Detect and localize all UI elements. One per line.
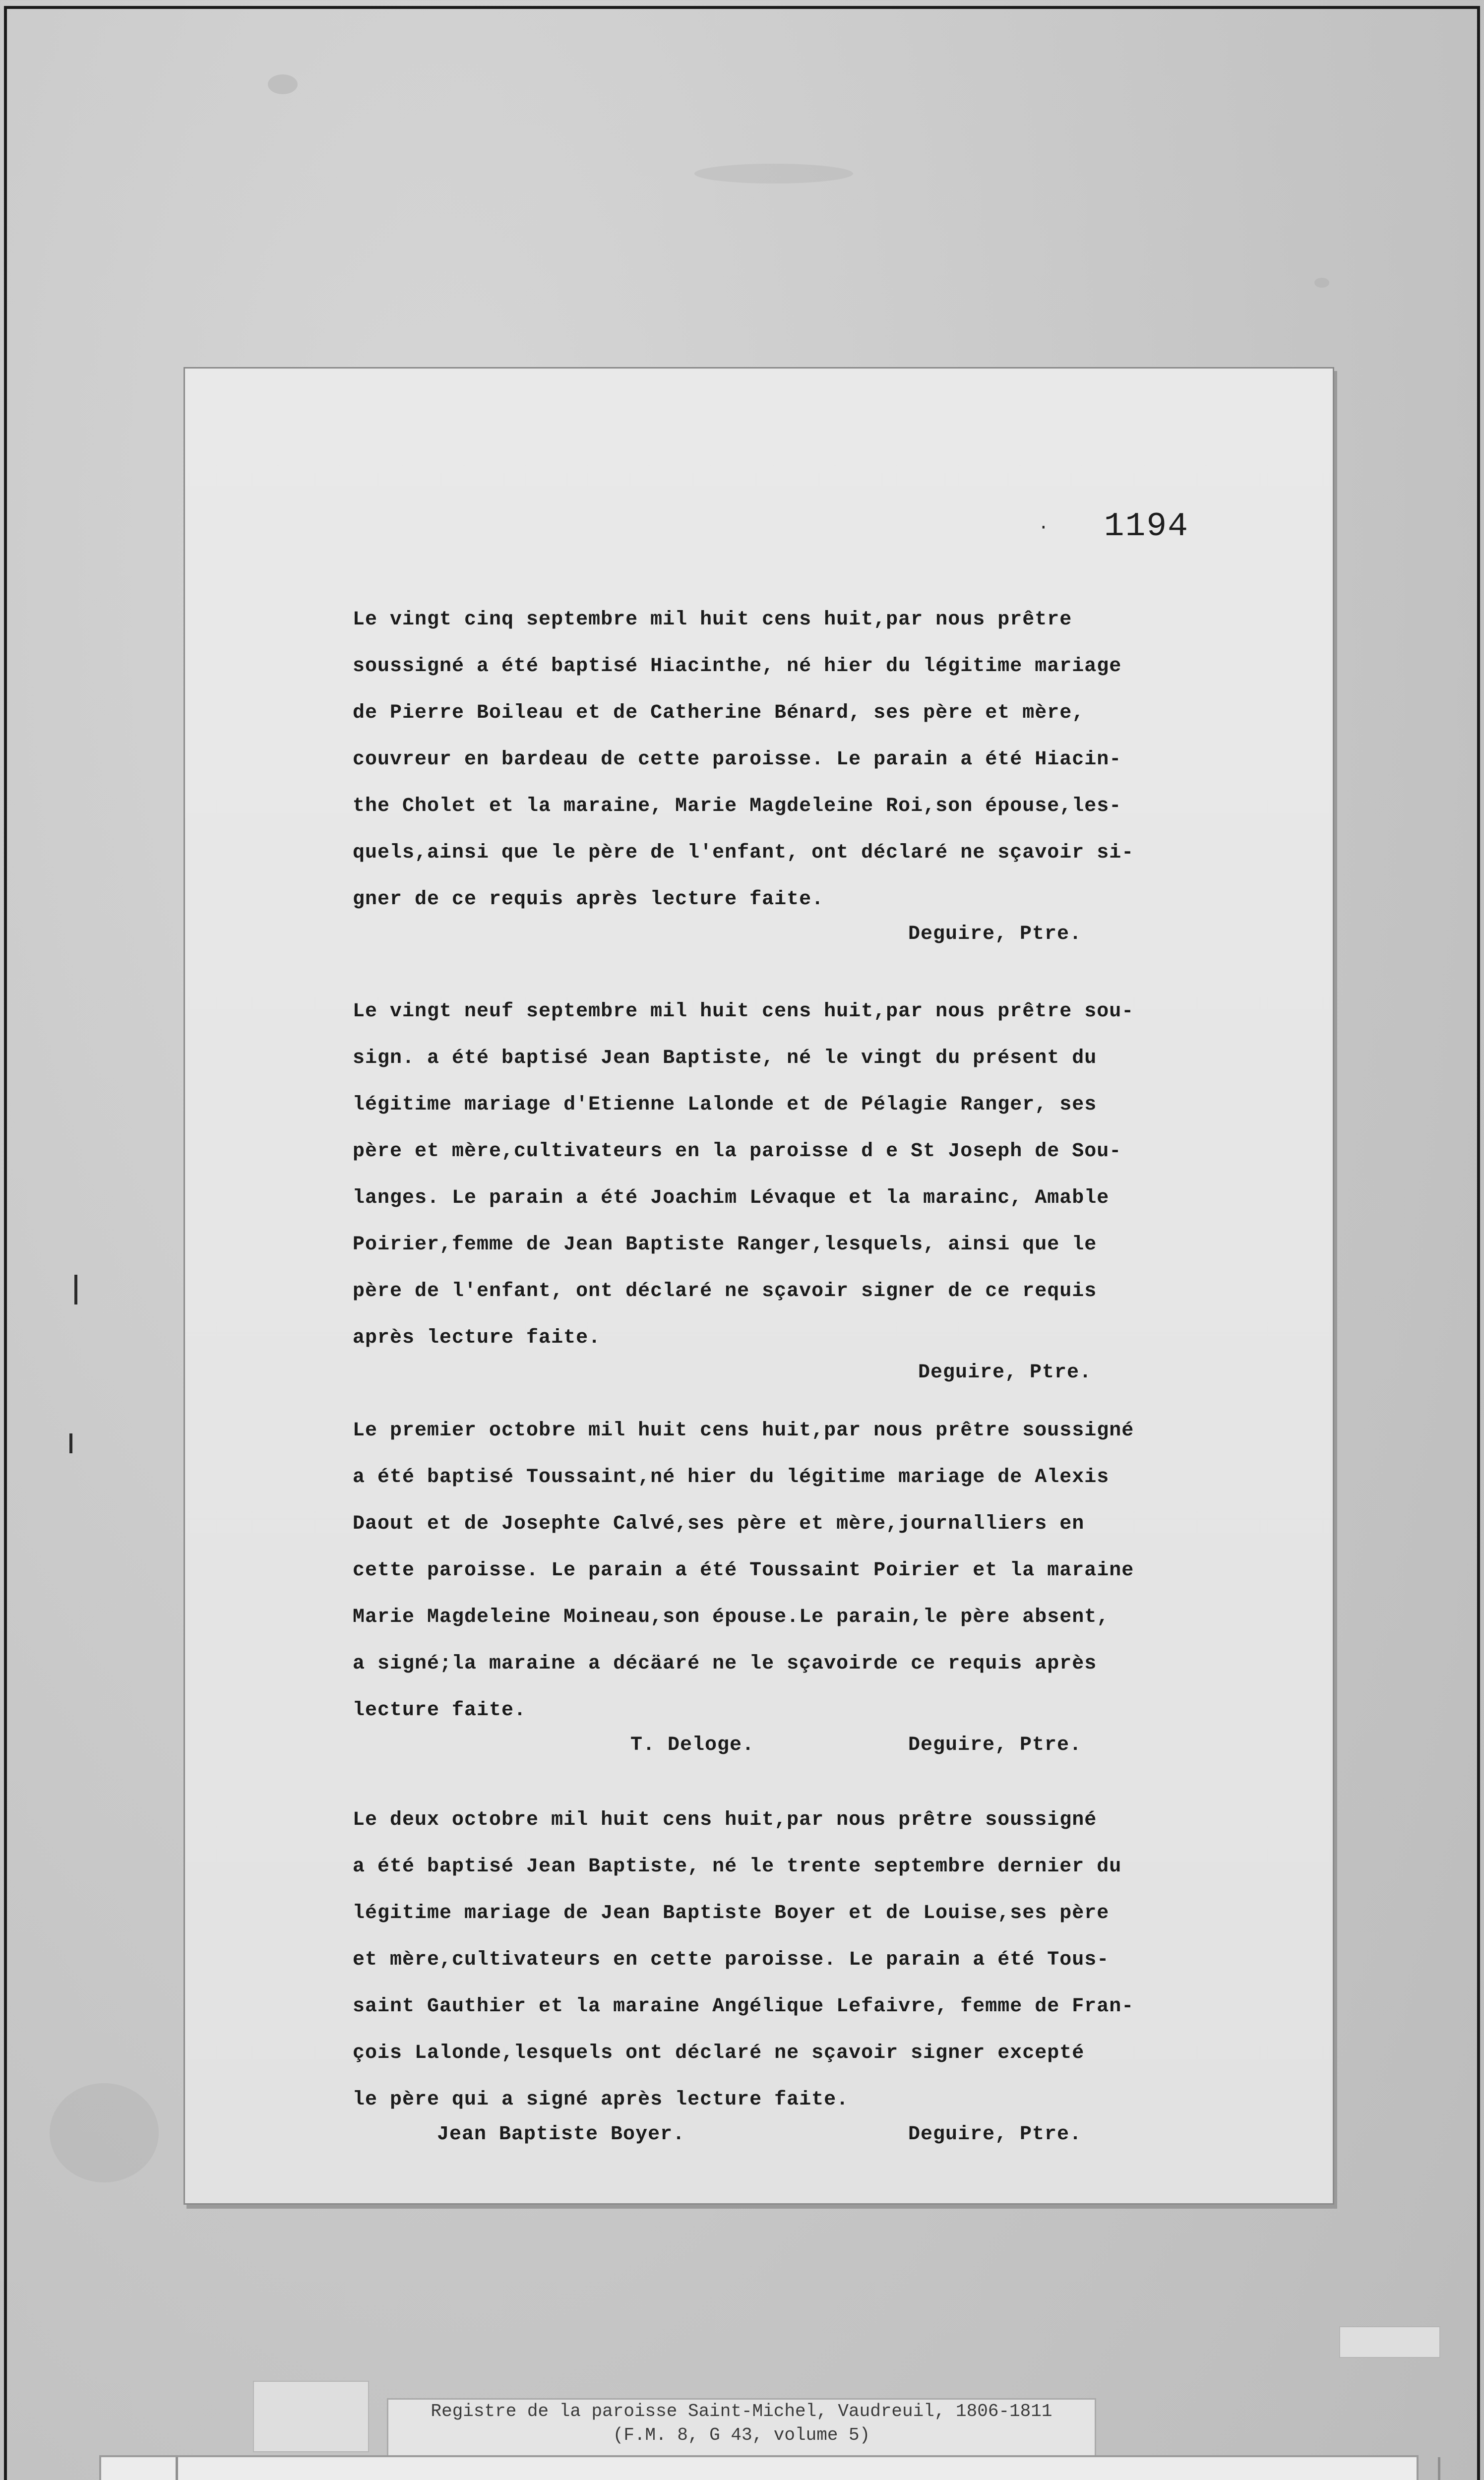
film-speck bbox=[694, 164, 853, 184]
entry-text-line: Poirier,femme de Jean Baptiste Ranger,lesquels, ainsi que le bbox=[353, 1234, 1097, 1256]
archive-card-frame bbox=[176, 2457, 1440, 2480]
entry-text-line: légitime mariage de Jean Baptiste Boyer et de Louise,ses père bbox=[353, 1902, 1110, 1924]
typed-register-page bbox=[184, 367, 1334, 2205]
entry-text-line: the Cholet et la maraine, Marie Magdeleine Roi,son épouse,les- bbox=[353, 795, 1122, 817]
signature-row bbox=[353, 2123, 1340, 2163]
entry-text-line: Daout et de Josephte Calvé,ses père et mère,journalliers en bbox=[353, 1513, 1085, 1535]
entry-text-line: a été baptisé Toussaint,né hier du légitime mariage de Alexis bbox=[353, 1466, 1110, 1488]
entry-text-line: soussigné a été baptisé Hiacinthe, né hier du légitime mariage bbox=[353, 655, 1122, 678]
priest-signature: Deguire, Ptre. bbox=[908, 923, 1082, 945]
entry-text-line: Marie Magdeleine Moineau,son épouse.Le parain,le père absent, bbox=[353, 1606, 1110, 1628]
entry-text-line: Le deux octobre mil huit cens huit,par nous prêtre soussigné bbox=[353, 1809, 1097, 1831]
entry-text-line: a signé;la maraine a décäaré ne le sçavoirde ce requis après bbox=[353, 1653, 1097, 1675]
signature-row bbox=[353, 1362, 1340, 1401]
film-speck bbox=[50, 2083, 159, 2182]
film-speck bbox=[268, 74, 298, 94]
tape-strip bbox=[253, 2381, 369, 2452]
page-number: 1194 bbox=[1104, 507, 1189, 546]
witness-signature: Jean Baptiste Boyer. bbox=[437, 2123, 685, 2146]
entry-text-line: langes. Le parain a été Joachim Lévaque et la marainc, Amable bbox=[353, 1187, 1110, 1209]
entry-text-line: a été baptisé Jean Baptiste, né le trente septembre dernier du bbox=[353, 1856, 1122, 1878]
baptism-entry bbox=[353, 1408, 1340, 1774]
entry-text-line: sign. a été baptisé Jean Baptiste, né le vingt du présent du bbox=[353, 1047, 1097, 1069]
priest-signature: Deguire, Ptre. bbox=[908, 1734, 1082, 1756]
entry-text-line: saint Gauthier et la maraine Angélique Lefaivre, femme de Fran- bbox=[353, 1995, 1134, 2018]
film-speck bbox=[1314, 278, 1329, 288]
entry-text-line: le père qui a signé après lecture faite. bbox=[353, 2089, 849, 2111]
entry-text-line: gner de ce requis après lecture faite. bbox=[353, 888, 824, 911]
baptism-entry bbox=[353, 597, 1340, 963]
entry-text-line: légitime mariage d'Etienne Lalonde et de Pélagie Ranger, ses bbox=[353, 1094, 1097, 1116]
archive-title-card bbox=[99, 2455, 1419, 2480]
entry-text-line: Le vingt neuf septembre mil huit cens huit,par nous prêtre sou- bbox=[353, 1000, 1134, 1023]
entry-text-line: Le vingt cinq septembre mil huit cens huit,par nous prêtre bbox=[353, 609, 1072, 631]
priest-signature: Deguire, Ptre. bbox=[908, 2123, 1082, 2146]
signature-row bbox=[353, 923, 1340, 963]
microfilm-caption-label bbox=[387, 2398, 1096, 2462]
baptism-entry bbox=[353, 989, 1340, 1401]
tape-strip bbox=[1339, 2326, 1440, 2358]
entry-text-line: de Pierre Boileau et de Catherine Bénard, ses père et mère, bbox=[353, 702, 1085, 724]
entry-text-line: et mère,cultivateurs en cette paroisse. Le parain a été Tous- bbox=[353, 1949, 1110, 1971]
entry-text-line: père et mère,cultivateurs en la paroisse d e St Joseph de Sou- bbox=[353, 1140, 1122, 1163]
entry-text-line: Le premier octobre mil huit cens huit,par nous prêtre soussigné bbox=[353, 1420, 1134, 1442]
entry-text-line: çois Lalonde,lesquels ont déclaré ne sçavoir signer excepté bbox=[353, 2042, 1085, 2064]
film-scratch bbox=[69, 1433, 72, 1453]
film-scratch bbox=[74, 1275, 77, 1304]
baptism-entry bbox=[353, 1797, 1340, 2163]
entry-text-line: couvreur en bardeau de cette paroisse. Le parain a été Hiacin- bbox=[353, 748, 1122, 771]
page-dot: · bbox=[1038, 517, 1049, 538]
caption-line-2: (F.M. 8, G 43, volume 5) bbox=[613, 2425, 870, 2445]
entry-text-line: lecture faite. bbox=[353, 1699, 527, 1722]
caption-line-1: Registre de la paroisse Saint-Michel, Vaudreuil, 1806-1811 bbox=[431, 2401, 1052, 2421]
witness-signature: T. Deloge. bbox=[630, 1734, 755, 1756]
entry-text-line: après lecture faite. bbox=[353, 1327, 601, 1349]
entry-text-line: quels,ainsi que le père de l'enfant, ont déclaré ne sçavoir si- bbox=[353, 842, 1134, 864]
entry-text-line: cette paroisse. Le parain a été Toussaint Poirier et la maraine bbox=[353, 1559, 1134, 1582]
signature-row bbox=[353, 1734, 1340, 1774]
entry-text-line: père de l'enfant, ont déclaré ne sçavoir signer de ce requis bbox=[353, 1280, 1097, 1302]
priest-signature: Deguire, Ptre. bbox=[918, 1362, 1092, 1384]
